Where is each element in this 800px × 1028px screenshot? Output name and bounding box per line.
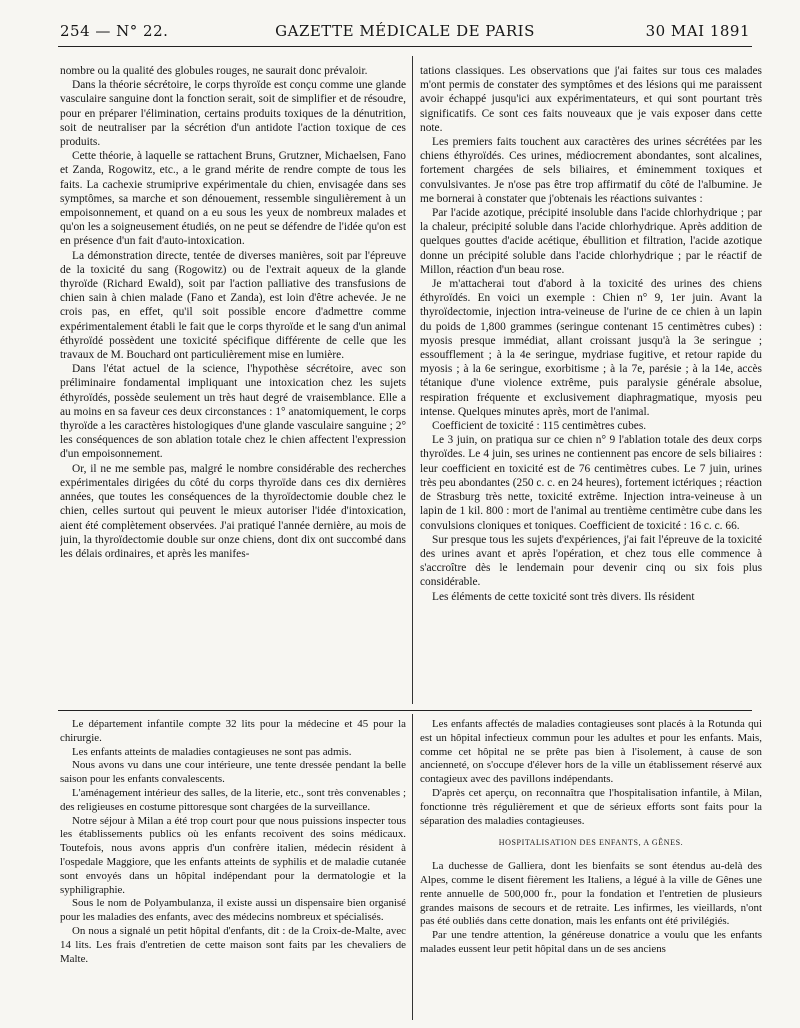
paragraph: Sous le nom de Polyambulanza, il existe aussi un dispensaire bien organisé pour les maladies des enfants, avec des médecins nombreux et spécialisés. — [60, 897, 406, 924]
paragraph: Coefficient de toxicité : 115 centimètres cubes. — [432, 420, 647, 433]
column-divider — [412, 56, 413, 704]
paragraph: D'après cet aperçu, on reconnaîtra que l'hospitalisation infantile, à Milan, fonctionne très régulièrement et que de sérieux efforts sont faits pour la séparation des maladies contagieuses. — [420, 786, 762, 827]
feuilleton-right-column — [420, 718, 762, 1018]
paragraph: Dans l'état actuel de la science, l'hypothèse sécrétoire, avec son préliminaire fondamental impliquant une intoxication chez les sujets éthyroïdés, possède seulement un très haut degré de vraisemblance. Elle a au moins en sa faveur ces deux circonstances : 1° anatomiquement, le corps thyroïde a les caractères histologiques d'une glande vasculaire sanguine ; 2° les conséquences de son ablation totale chez le chien affectent l'expression d'un empoisonnement. — [60, 363, 406, 461]
paragraph: Les enfants atteints de maladies contagieuses ne sont pas admis. — [72, 745, 352, 758]
paragraph: Dans la théorie sécrétoire, le corps thyroïde est conçu comme une glande vasculaire sanguine dont la fonction serait, soit de simplifier et de résoudre, pour en préparer l'élimination, certains produits toxiques de la dénutrition, soit de neutraliser par la sécrétion d'un antidote l'action toxique de ces produits. — [60, 79, 406, 149]
paragraph: Je m'attacherai tout d'abord à la toxicité des urines des chiens éthyroïdés. En voici un exemple : Chien n° 9, 1er juin. Avant la thyroïdectomie, injection intra-veineuse de l'urine de ce chien à un lapin du poids de 1,800 grammes (seringue contenant 15 centimètres cubes) : myosis presque immédiat, allant croissant jusqu'à la 3e seringue ; essoufflement ; à la 4e seringue, mydriase fugitive, et retour rapide du myosis ; à la 6e seringue, exorbitisme ; à la 7e, parésie ; à la 14e, accès tétanique d'une violence extrême, puis paralysie générale absolue, respiration fréquente et exclusivement diaphragmatique, myosis peu intense. Quelques minutes après, mort de l'animal. — [420, 278, 762, 418]
paragraph: La duchesse de Galliera, dont les bienfaits se sont étendus au-delà des Alpes, comme le disent fièrement les Italiens, a légué à la ville de Gênes une rente annuelle de 500,000 fr., pour la fondation et l'entretien de plusieurs grandes maisons de secours et de retraite. Les infirmes, les vieillards, n'ont pas été oubliés dans cette donation, mais les enfants ont été privilégiés. — [420, 860, 762, 928]
paragraph: On nous a signalé un petit hôpital d'enfants, dit : de la Croix-de-Malte, avec 14 lits. Les frais d'entretien de cette maison sont faits par les chevaliers de Malte. — [60, 924, 406, 965]
paragraph: Le département infantile compte 32 lits pour la médecine et 45 pour la chirurgie. — [60, 718, 406, 744]
paragraph: L'aménagement intérieur des salles, de la literie, etc., sont très convenables ; des religieuses en costume pittoresque sont chargées de la surveillance. — [60, 786, 406, 813]
paragraph: Par l'acide azotique, précipité insoluble dans l'acide chlorhydrique ; par la chaleur, précipité soluble dans l'acide chlorhydrique. Après addition de quelques gouttes d'acide acétique, ébullition et filtration, l'acide azotique donne un précipité soluble dans l'acide chlorhydrique ; par le réactif de Millon, réaction d'un beau rose. — [420, 207, 762, 276]
paragraph: Par une tendre attention, la généreuse donatrice a voulu que les enfants malades eussent leur petit hôpital dans un de ses anciens — [420, 929, 762, 955]
paragraph: Le 3 juin, on pratiqua sur ce chien n° 9 l'ablation totale des deux corps thyroïdes. Le 4 juin, ses urines ne contiennent pas encore de sels biliaires : leur coefficient en toxicité est de 76 centimètres cubes. Le 7 juin, urines très peu abondantes (250 c. c. en 24 heures), fortement ictériques ; réaction de Strasburg très nette, toxicité extrême. Injection intra-veineuse à un lapin de 1 kil. 800 : mort de l'animal au trentième centimètre cube dans les convulsions cloniques et toniques. Coefficient de toxicité : 16 c. c. 66. — [420, 434, 762, 532]
article-right-column — [420, 64, 762, 704]
header-rule — [58, 46, 752, 47]
journal-title: GAZETTE MÉDICALE DE PARIS — [275, 22, 535, 40]
page-number: 254 — N° 22. — [60, 22, 169, 40]
paragraph: Les premiers faits touchent aux caractères des urines sécrétées par les chiens éthyroïdés. Ces urines, médiocrement abondantes, sont alcalines, fortement chargées de sels biliaires, et éminemment toxiques et convulsivantes. Je n'ose pas être trop affirmatif du côté de l'albumine. Je me bornerai à constater que j'obtenais les réactions suivantes : — [420, 136, 762, 205]
section-rule — [58, 710, 752, 711]
section-heading: HOSPITALISATION DES ENFANTS, A GÊNES. — [498, 838, 684, 848]
paragraph: Notre séjour à Milan a été trop court pour que nous puissions inspecter tous les établissements publics où les enfants recoivent des soins médicaux. Toutefois, nous avons appris d'un confrère italien, médecin résident à l'ospedale Maggiore, que les enfants atteints de syphilis et de maladie cutanée sont envoyés dans un hôpital indépendant pour la dermatologie et la syphiligraphie. — [60, 814, 406, 896]
paragraph: Nous avons vu dans une cour intérieure, une tente dressée pendant la belle saison pour les enfants convalescents. — [60, 759, 406, 786]
issue-date: 30 MAI 1891 — [645, 22, 750, 40]
paragraph: Cette théorie, à laquelle se rattachent Bruns, Grutzner, Michaelsen, Fano et Zanda, Rogowitz, etc., a le grand mérite de rendre compte de tous les faits. La cachexie strumiprive expérimentale du chien, envisagée dans ses symptômes, sa marche et son dénouement, ressemble singulièrement à un empoisonnement, et quand on a eu sous les yeux de nombreux malades et qu'on les a soigneusement étudiés, on ne peut se défendre de l'idée qu'on est en présence d'un fait d'auto-intoxication. — [60, 150, 406, 248]
feuilleton-left-column — [60, 718, 406, 1018]
paragraph: Or, il ne me semble pas, malgré le nombre considérable des recherches expérimentales dirigées du côté du corps thyroïde dans ces dix dernières années, que toutes les conséquences de la thyroïdectomie double chez le chien, celles surtout qui peuvent le mieux autoriser l'idée d'intoxication, aient été complètement observées. J'ai pratiqué l'année dernière, au mois de juin, la thyroïdectomie double sur onze chiens, dont dix ont succombé dans les délais ordinaires, et après les manifes- — [60, 462, 406, 560]
paragraph: Les enfants affectés de maladies contagieuses sont placés à la Rotunda qui est un hôpital infectieux commun pour les adultes et pour les enfants. Mais, comme cet hôpital ne se prête pas bien à l'isolement, à cause de son ancienneté, on s'occupe d'élever hors de la ville un établissement réservé aux contagieux avec des pavillons indépendants. — [420, 718, 762, 786]
article-left-column — [60, 64, 406, 704]
paragraph: Sur presque tous les sujets d'expériences, j'ai fait l'épreuve de la toxicité des urines avant et après l'opération, et chez tous elle commence à s'accroître dès le lendemain pour devenir cinq ou six fois plus considérable. — [420, 533, 762, 589]
paragraph: La démonstration directe, tentée de diverses manières, soit par l'épreuve de la toxicité du sang (Rogowitz) ou de l'extrait aqueux de la glande thyroïde (Richard Ewald), soit par l'action palliative des transfusions de chien sain à chien malade (Fano et Zanda), est loin d'être achevée. Je ne crois pas, en effet, qu'il soit possible encore d'admettre comme expérimentalement établi le fait que le corps thyroïde et le sang d'un animal éthyroïdé possèdent une toxicité spécifique différente de celle que les travaux de M. Bouchard ont particulièrement mise en lumière. — [60, 249, 406, 362]
paragraph: Les éléments de cette toxicité sont très divers. Ils résident — [432, 590, 695, 603]
column-divider — [412, 714, 413, 1020]
paragraph: tations classiques. Les observations que j'ai faites sur tous ces malades m'ont permis de constater des symptômes et des lésions qui me paraissent avoir échappé jusqu'ici aux expérimentateurs, et qui sont pourtant très significatifs. Ce sont ces faits nouveaux que je vais exposer dans cette note. — [420, 65, 762, 134]
paragraph: nombre ou la qualité des globules rouges, ne saurait donc prévaloir. — [60, 65, 368, 77]
page-header — [60, 22, 750, 44]
